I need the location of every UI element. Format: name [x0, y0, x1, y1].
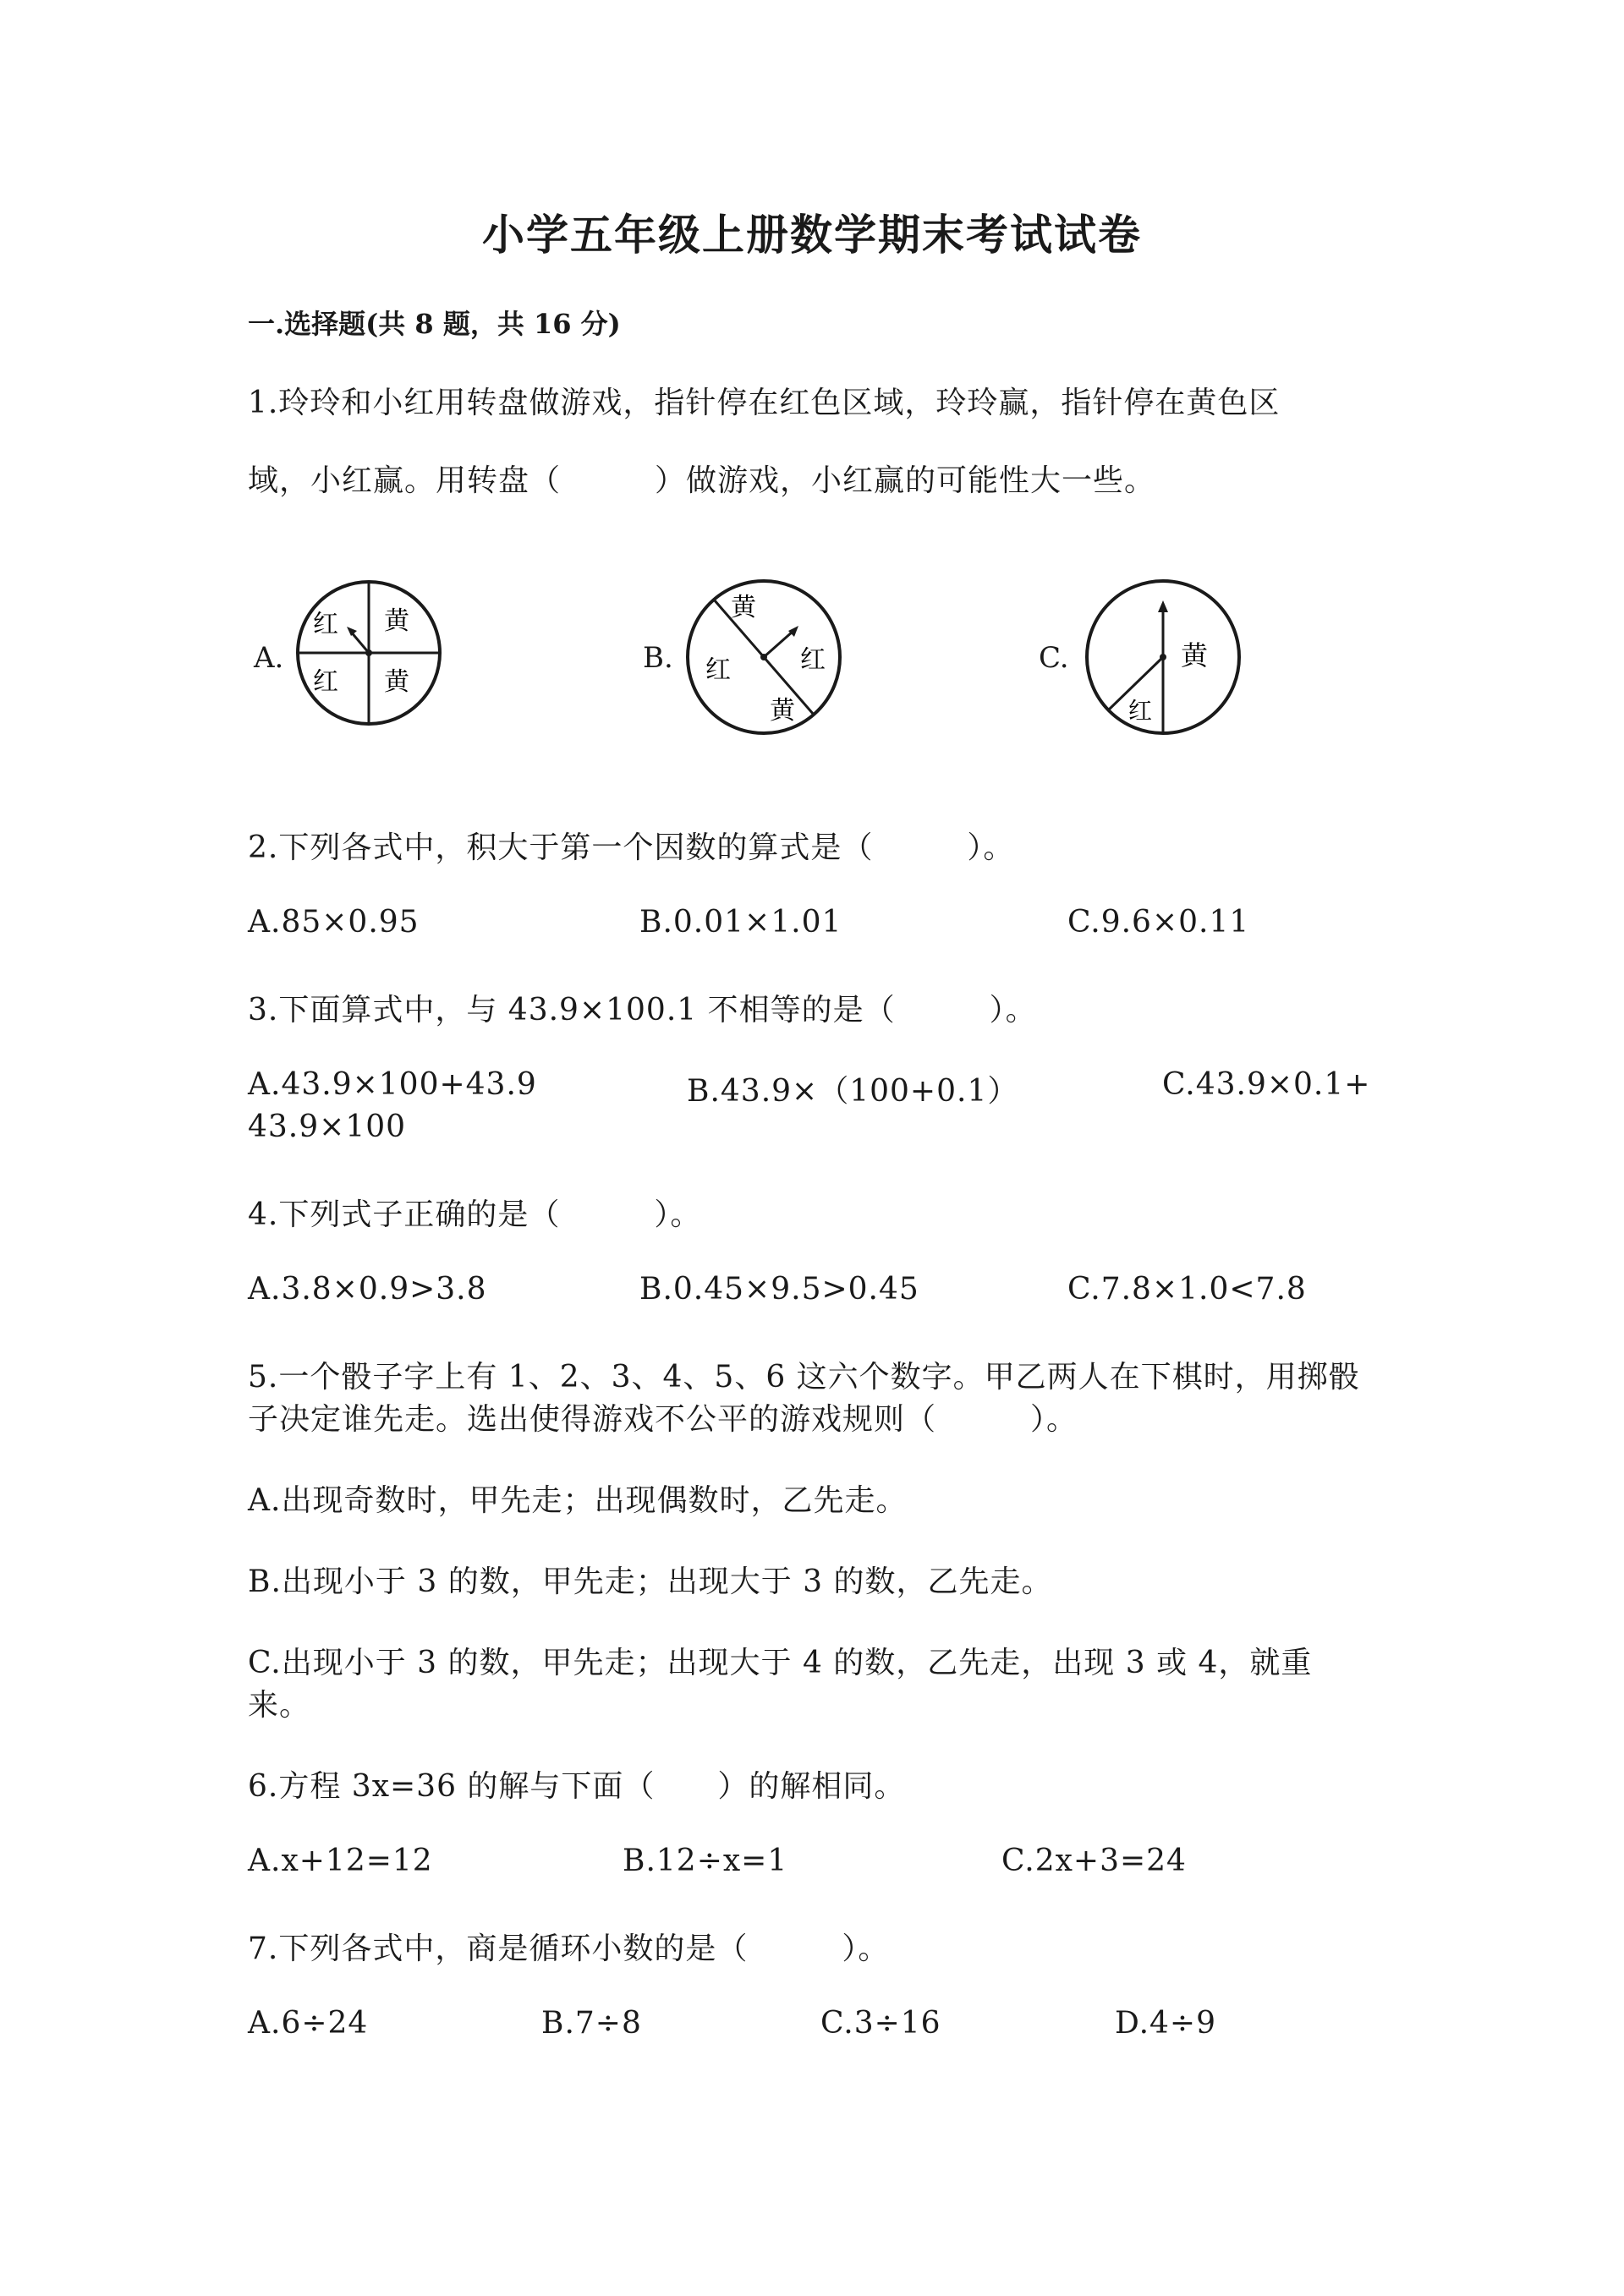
wheel-a-diagram [293, 577, 445, 729]
wheel-b-diagram [682, 575, 846, 739]
q3-option-c: C.43.9×0.1+ [1162, 1067, 1371, 1102]
q3-option-a: A.43.9×100+43.9 [248, 1067, 537, 1102]
q3-option-b: B.43.9×（100+0.1） [687, 1074, 1019, 1109]
wheel-c-label: C. [1039, 641, 1069, 675]
q6-option-c: C.2x+3=24 [1001, 1844, 1187, 1878]
wheel-a-sector-2: 黄 [384, 606, 409, 636]
q5-line-2: 子决定谁先走。选出使得游戏不公平的游戏规则（ ）。 [248, 1402, 1078, 1437]
q3-stem: 3.下面算式中，与 43.9×100.1 不相等的是（ ）。 [248, 993, 1037, 1027]
q3-option-c-wrap: 43.9×100 [248, 1110, 407, 1144]
q5-line-1: 5.一个骰子字上有 1、2、3、4、5、6 这六个数字。甲乙两人在下棋时，用掷骰 [248, 1360, 1360, 1395]
q4-option-a: A.3.8×0.9>3.8 [248, 1272, 487, 1307]
q5-option-b: B.出现小于 3 的数，甲先走；出现大于 3 的数，乙先走。 [248, 1564, 1053, 1599]
q5-option-c-line-1: C.出现小于 3 的数，甲先走；出现大于 4 的数，乙先走，出现 3 或 4，就重 [248, 1646, 1313, 1680]
q7-stem: 7.下列各式中，商是循环小数的是（ ）。 [248, 1932, 890, 1966]
q2-option-c: C.9.6×0.11 [1067, 905, 1250, 940]
wheel-c-sector-1: 黄 [1181, 639, 1209, 671]
wheel-a-sector-1: 红 [313, 610, 338, 639]
wheel-a-sector-4: 黄 [384, 667, 409, 697]
q7-option-b: B.7÷8 [541, 2006, 642, 2041]
section-heading: 一.选择题(共 8 题，共 16 分) [248, 308, 621, 340]
q4-option-b: B.0.45×9.5>0.45 [639, 1272, 919, 1307]
q6-stem: 6.方程 3x=36 的解与下面（ ）的解相同。 [248, 1769, 906, 1804]
q7-option-d: D.4÷9 [1115, 2006, 1216, 2041]
q2-option-a: A.85×0.95 [248, 905, 420, 940]
q6-option-b: B.12÷x=1 [623, 1844, 788, 1878]
q6-option-a: A.x+12=12 [248, 1844, 433, 1878]
wheel-b-sector-4: 黄 [770, 696, 795, 726]
q1-line-2: 域，小红赢。用转盘（ ）做游戏，小红赢的可能性大一些。 [248, 463, 1156, 498]
q2-option-b: B.0.01×1.01 [639, 905, 842, 940]
q7-option-a: A.6÷24 [248, 2006, 369, 2041]
wheel-a-sector-3: 红 [313, 667, 338, 697]
wheel-b-sector-2: 红 [800, 645, 826, 675]
wheel-c-sector-2: 红 [1128, 697, 1153, 725]
wheel-a-label: A. [254, 641, 284, 675]
wheel-c-diagram [1081, 575, 1245, 739]
q5-option-c-line-2: 来。 [248, 1688, 311, 1723]
wheel-b-sector-3: 红 [705, 655, 731, 685]
q4-stem: 4.下列式子正确的是（ ）。 [248, 1197, 702, 1232]
page-title: 小学五年级上册数学期末考试试卷 [482, 210, 1142, 260]
wheel-b-sector-1: 黄 [731, 593, 756, 622]
q7-option-c: C.3÷16 [820, 2006, 941, 2041]
q2-stem: 2.下列各式中，积大于第一个因数的算式是（ ）。 [248, 830, 1015, 865]
q1-line-1: 1.玲玲和小红用转盘做游戏，指针停在红色区域，玲玲赢，指针停在黄色区 [248, 386, 1281, 420]
wheel-b-label: B. [643, 641, 673, 675]
q4-option-c: C.7.8×1.0<7.8 [1067, 1272, 1307, 1307]
q5-option-a: A.出现奇数时，甲先走；出现偶数时，乙先走。 [248, 1483, 908, 1518]
